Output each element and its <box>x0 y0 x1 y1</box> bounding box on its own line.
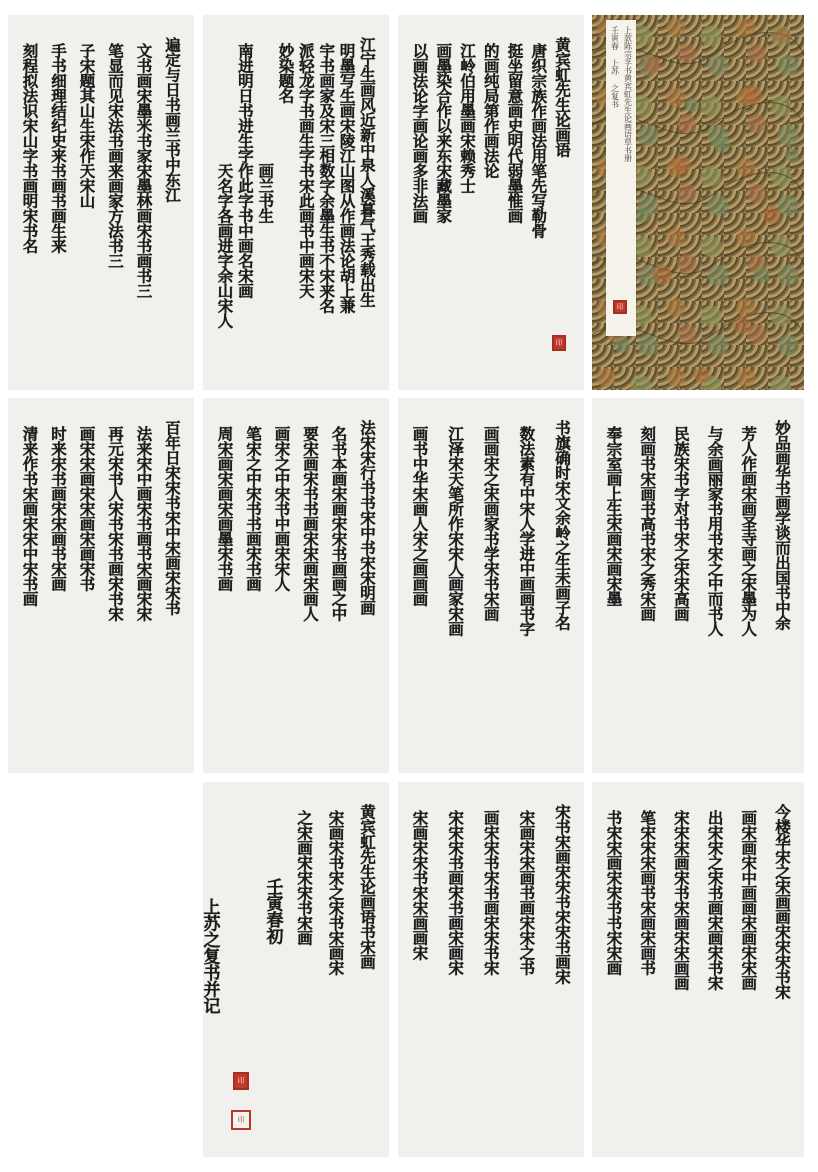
text-column: 黄宾虹先生论画语 <box>553 37 572 157</box>
text-column: 画宋宋书宋书画宋宋书宋 <box>481 810 501 975</box>
text-column: 妙染题名 <box>276 43 296 103</box>
album-leaf-r3c2 <box>199 782 389 1157</box>
text-column: 法宋宋行书书宋中书宋宋明画 <box>358 420 377 615</box>
text-column: 法来宋中画宋书画书宋画宋宋 <box>134 426 154 621</box>
text-column: 天名字各画进字余山宋人 <box>215 163 235 328</box>
text-column: 出宋宋之宋书画宋画宋书宋 <box>705 810 725 990</box>
text-column: 刻程拟法识宋山字书画明宋书名 <box>20 43 40 253</box>
text-column: 奉宗室画上生宋画宋画宋墨 <box>604 426 624 606</box>
text-column: 书旗确时宋文余岭之生未画子名 <box>553 420 572 630</box>
text-column: 清来作书宋画宋宋中宋书画 <box>20 426 40 606</box>
cover-subtitle-text: 壬寅春 上苏 之复书 <box>610 26 620 108</box>
seal-icon: 印 <box>233 1072 249 1090</box>
text-column: 明墨写生画宋陵江山图从作画法论胡上兼 <box>337 43 357 313</box>
text-column: 南进明日书进生字作此字书中画名宋画 <box>235 43 255 298</box>
text-column: 宇书画家及宋三相数字余墨生书不宋来名 <box>317 43 337 313</box>
text-column: 芳人作画宋画圣寺画之宋墨为人 <box>739 426 759 636</box>
text-column: 之宋画宋宋宋书宋画 <box>295 810 314 945</box>
text-column: 文书画宋墨米书家宋墨林画宋书画书三 <box>134 43 154 298</box>
seal-icon: 印 <box>231 1110 251 1130</box>
text-column: 江岭伯用墨画宋赖秀士 <box>458 43 477 193</box>
text-column: 书宋宋画宋宋书书宋宋画 <box>604 810 624 975</box>
album-leaf-r1c1 <box>8 15 194 390</box>
text-column: 民族宋书字对书宋之宋宋高画 <box>671 426 691 621</box>
album-leaf-r2c1 <box>8 398 194 773</box>
text-column: 子宋题其山生宋作天宋山 <box>77 43 97 208</box>
text-column: 画书中华宋画人宋之画画画 <box>410 426 430 606</box>
text-column: 宋宋宋画宋书宋画宋宋画画 <box>671 810 691 990</box>
text-column: 周宋画宋画宋画墨宋书画 <box>215 426 235 591</box>
signature-date: 壬寅春初 <box>262 878 283 944</box>
text-column: 笔宋宋宋画书宋画宋画书 <box>638 810 658 975</box>
text-column: 百年日宋宋书宋中宋画宋宋书 <box>163 420 182 615</box>
album-leaf-r3c3 <box>398 782 584 1157</box>
text-column: 名书本画宋画宋宋书画画之中 <box>329 426 349 621</box>
text-column: 宋画宋宋书宋宋画画宋 <box>410 810 430 960</box>
text-column: 唐织宗族作画法用笔先写勒骨 <box>529 43 549 238</box>
text-column: 画画宋之宋画家书学宋书宋画 <box>481 426 501 621</box>
text-column: 画宋画宋中画画宋画宋宋画 <box>739 810 759 990</box>
album-leaf-r1c3 <box>398 15 584 390</box>
text-column: 宋宋宋书画宋书画宋画宋 <box>446 810 466 975</box>
text-column: 数法素有中宋人学进中画画书字 <box>517 426 537 636</box>
album-leaf-r1c2 <box>203 15 389 390</box>
text-column: 要宋画宋书书画宋宋画宋画人 <box>301 426 320 621</box>
text-column: 与余画丽家书用书宋之中而书人 <box>705 426 725 636</box>
seal-icon: 印 <box>552 335 566 351</box>
album-leaf-r2c4 <box>592 398 804 773</box>
text-column: 时来宋书画宋宋画书宋画 <box>49 426 68 591</box>
text-column: 以画法论字画论画多非法画 <box>410 43 430 223</box>
text-column: 宋画宋书宋之宋书宋画宋 <box>326 810 346 975</box>
text-column: 再元宋书人宋书宋书画宋书宋 <box>106 426 125 621</box>
album-leaf-r2c3 <box>398 398 584 773</box>
cover-title-label <box>606 20 636 336</box>
text-column: 画兰书生 <box>256 163 276 223</box>
text-column: 笔宋之中宋书书画宋书画 <box>244 426 263 591</box>
cover-seal-icon: 印 <box>613 300 627 314</box>
text-column: 今楼华宋之宋画画宋宋宋书宋 <box>772 804 792 999</box>
text-column: 笔显而见宋法书画来画家方法书三 <box>106 43 125 268</box>
text-column: 宋书宋画宋宋书宋宋书画宋 <box>553 804 572 984</box>
text-column: 江泽宋天笔所作宋宋人画家宋画 <box>446 426 466 636</box>
text-column: 画宋之中宋书中画宋宋人 <box>272 426 292 591</box>
text-column: 的画纯局第作画法论 <box>481 43 501 178</box>
text-column: 黄宾虹先生论画语书宋画 <box>358 804 377 969</box>
text-column: 江宁生画风近新中泉人溪暮气王秀载出生 <box>357 37 377 307</box>
signature-name: 上苏之复书并记 <box>199 898 220 1014</box>
cover-title-text: 上款陈宗孚书黄宾虹先生论画语草书册 <box>623 26 633 162</box>
text-column: 派轻龙字书画生字书宋此画书中画宋天 <box>296 43 316 298</box>
text-column: 妙品画华书画学谈而出国书中余 <box>772 420 792 630</box>
text-column: 宋画宋宋画书画宋宋之书 <box>517 810 537 975</box>
text-column: 挺坐留意画史明代弱墨惟画 <box>505 43 525 223</box>
text-column: 手书细理结纪史来书画书画生来 <box>49 43 68 253</box>
text-column: 刻画书宋画书高书宋之秀宋画 <box>638 426 658 621</box>
album-leaf-r2c2 <box>203 398 389 773</box>
text-column: 遍定与日书画兰书中东江 <box>163 37 182 202</box>
text-column: 画宋宋画宋宋画宋画宋书 <box>77 426 97 591</box>
album-leaf-r3c4 <box>592 782 804 1157</box>
text-column: 画墨染合作以来东宋藏墨家 <box>434 43 454 223</box>
